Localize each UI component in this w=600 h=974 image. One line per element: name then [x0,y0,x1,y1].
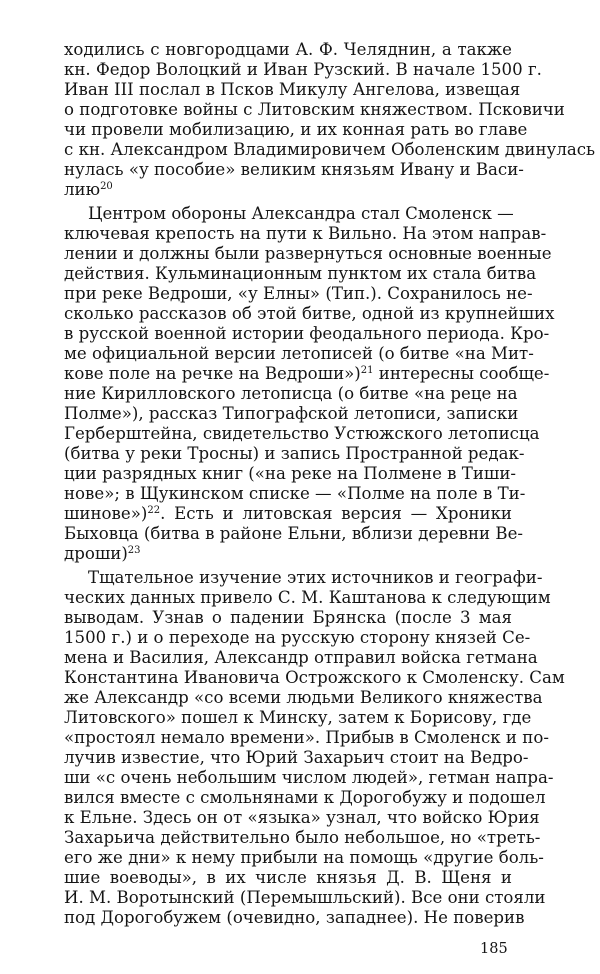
text-line: мена и Василия, Александр отправил войска гетмана [64,648,538,667]
footnote-ref: 20 [100,181,113,192]
text-line: кн. Федор Волоцкий и Иван Рузский. В начале 1500 г. [64,60,542,79]
line-text: . Есть и литовская версия — Хроники [160,504,512,523]
text-line: ме официальной версии летописей (о битве «на Мит- [64,344,534,363]
line-text: кове поле на речке на Ведроши») [64,364,361,383]
text-line: с кн. Александром Владимировичем Оболенским двинулась [64,140,596,159]
text-line: ключевая крепость на пути к Вильно. На этом направ- [64,224,547,243]
text-line: ние Кирилловского летописца (о битве «на реце на [64,384,518,403]
line-text: лию [64,180,101,199]
text-line [64,180,512,200]
paragraph-first-line: Тщательное изучение этих источников и географи- [88,568,543,587]
line-text: шинове») [64,504,148,523]
text-line: ши «с очень небольшим числом людей», гетман напра- [64,768,554,787]
text-line: нове»; в Щукинском списке — «Полме на поле в Ти- [64,484,526,503]
text-line [64,504,512,524]
text-line [64,544,512,564]
footnote-ref: 23 [127,545,141,556]
text-line: к Ельне. Здесь он от «языка» узнал, что войско Юрия [64,808,540,827]
line-text: интересны сообще- [378,364,550,383]
line-text: дроши) [64,544,128,563]
text-line: при реке Ведроши, «у Елны» (Тип.). Сохранилось не- [64,284,533,303]
text-line: Литовского» пошел к Минску, затем к Борисову, где [64,708,532,727]
text-line: Герберштейна, свидетельство Устюжского летописца [64,424,540,443]
text-line: Иван III послал в Псков Микулу Ангелова, извещая [64,80,521,99]
text-line [64,364,550,384]
text-line: сколько рассказов об этой битве, одной из крупнейших [64,304,555,323]
text-line: его же дни» к нему прибыли на помощь «другие боль- [64,848,544,867]
text-line: (битва у реки Тросны) и запись Пространной редак- [64,444,525,463]
text-line: выводам. Узнав о падении Брянска (после 3 мая [64,608,512,627]
text-line: шие воеводы», в их числе князья Д. В. Щеня и [64,868,512,887]
text-line: действия. Кульминационным пунктом их стала битва [64,264,537,283]
text-line: о подготовке войны с Литовским княжеством. Псковичи [64,100,565,119]
text-line: Полме»), рассказ Типографской летописи, записки [64,404,519,423]
page-number: 185 [480,941,508,957]
text-line: лучив известие, что Юрий Захарьич стоит на Ведро- [64,748,529,767]
footnote-ref: 21 [360,365,374,376]
text-line: И. М. Воротынский (Перемышльский). Все они стояли [64,888,546,907]
text-line: под Дорогобужем (очевидно, западнее). Не поверив [64,908,525,927]
text-line: же Александр «со всеми людьми Великого княжества [64,688,543,707]
text-line: вился вместе с смольнянами к Дорогобужу и подошел [64,788,546,807]
text-line: «простоял немало времени». Прибыв в Смоленск и по- [64,728,549,747]
text-line: чи провели мобилизацию, и их конная рать во главе [64,120,528,139]
text-line: Константина Ивановича Острожского к Смоленску. Сам [64,668,565,687]
text-line: нулась «у пособие» великим князьям Ивану и Васи- [64,160,524,179]
footnote-ref: 22 [147,505,161,516]
text-line: лении и должны были развернуться основные военные [64,244,552,263]
text-line: Быховца (битва в районе Ельни, вблизи деревни Ве- [64,524,523,543]
text-line: ческих данных привело С. М. Каштанова к следующим [64,588,551,607]
paragraph-first-line: Центром обороны Александра стал Смоленск — [88,204,514,223]
text-line: ходились с новгородцами А. Ф. Челяднин, а также [64,40,512,59]
text-line: Захарьича действительно было небольшое, но «треть- [64,828,541,847]
text-line: 1500 г.) и о переходе на русскую сторону князей Се- [64,628,531,647]
text-line: в русской военной истории феодального периода. Кро- [64,324,550,343]
text-line: ции разрядных книг («на реке на Полмене в Тиши- [64,464,517,483]
